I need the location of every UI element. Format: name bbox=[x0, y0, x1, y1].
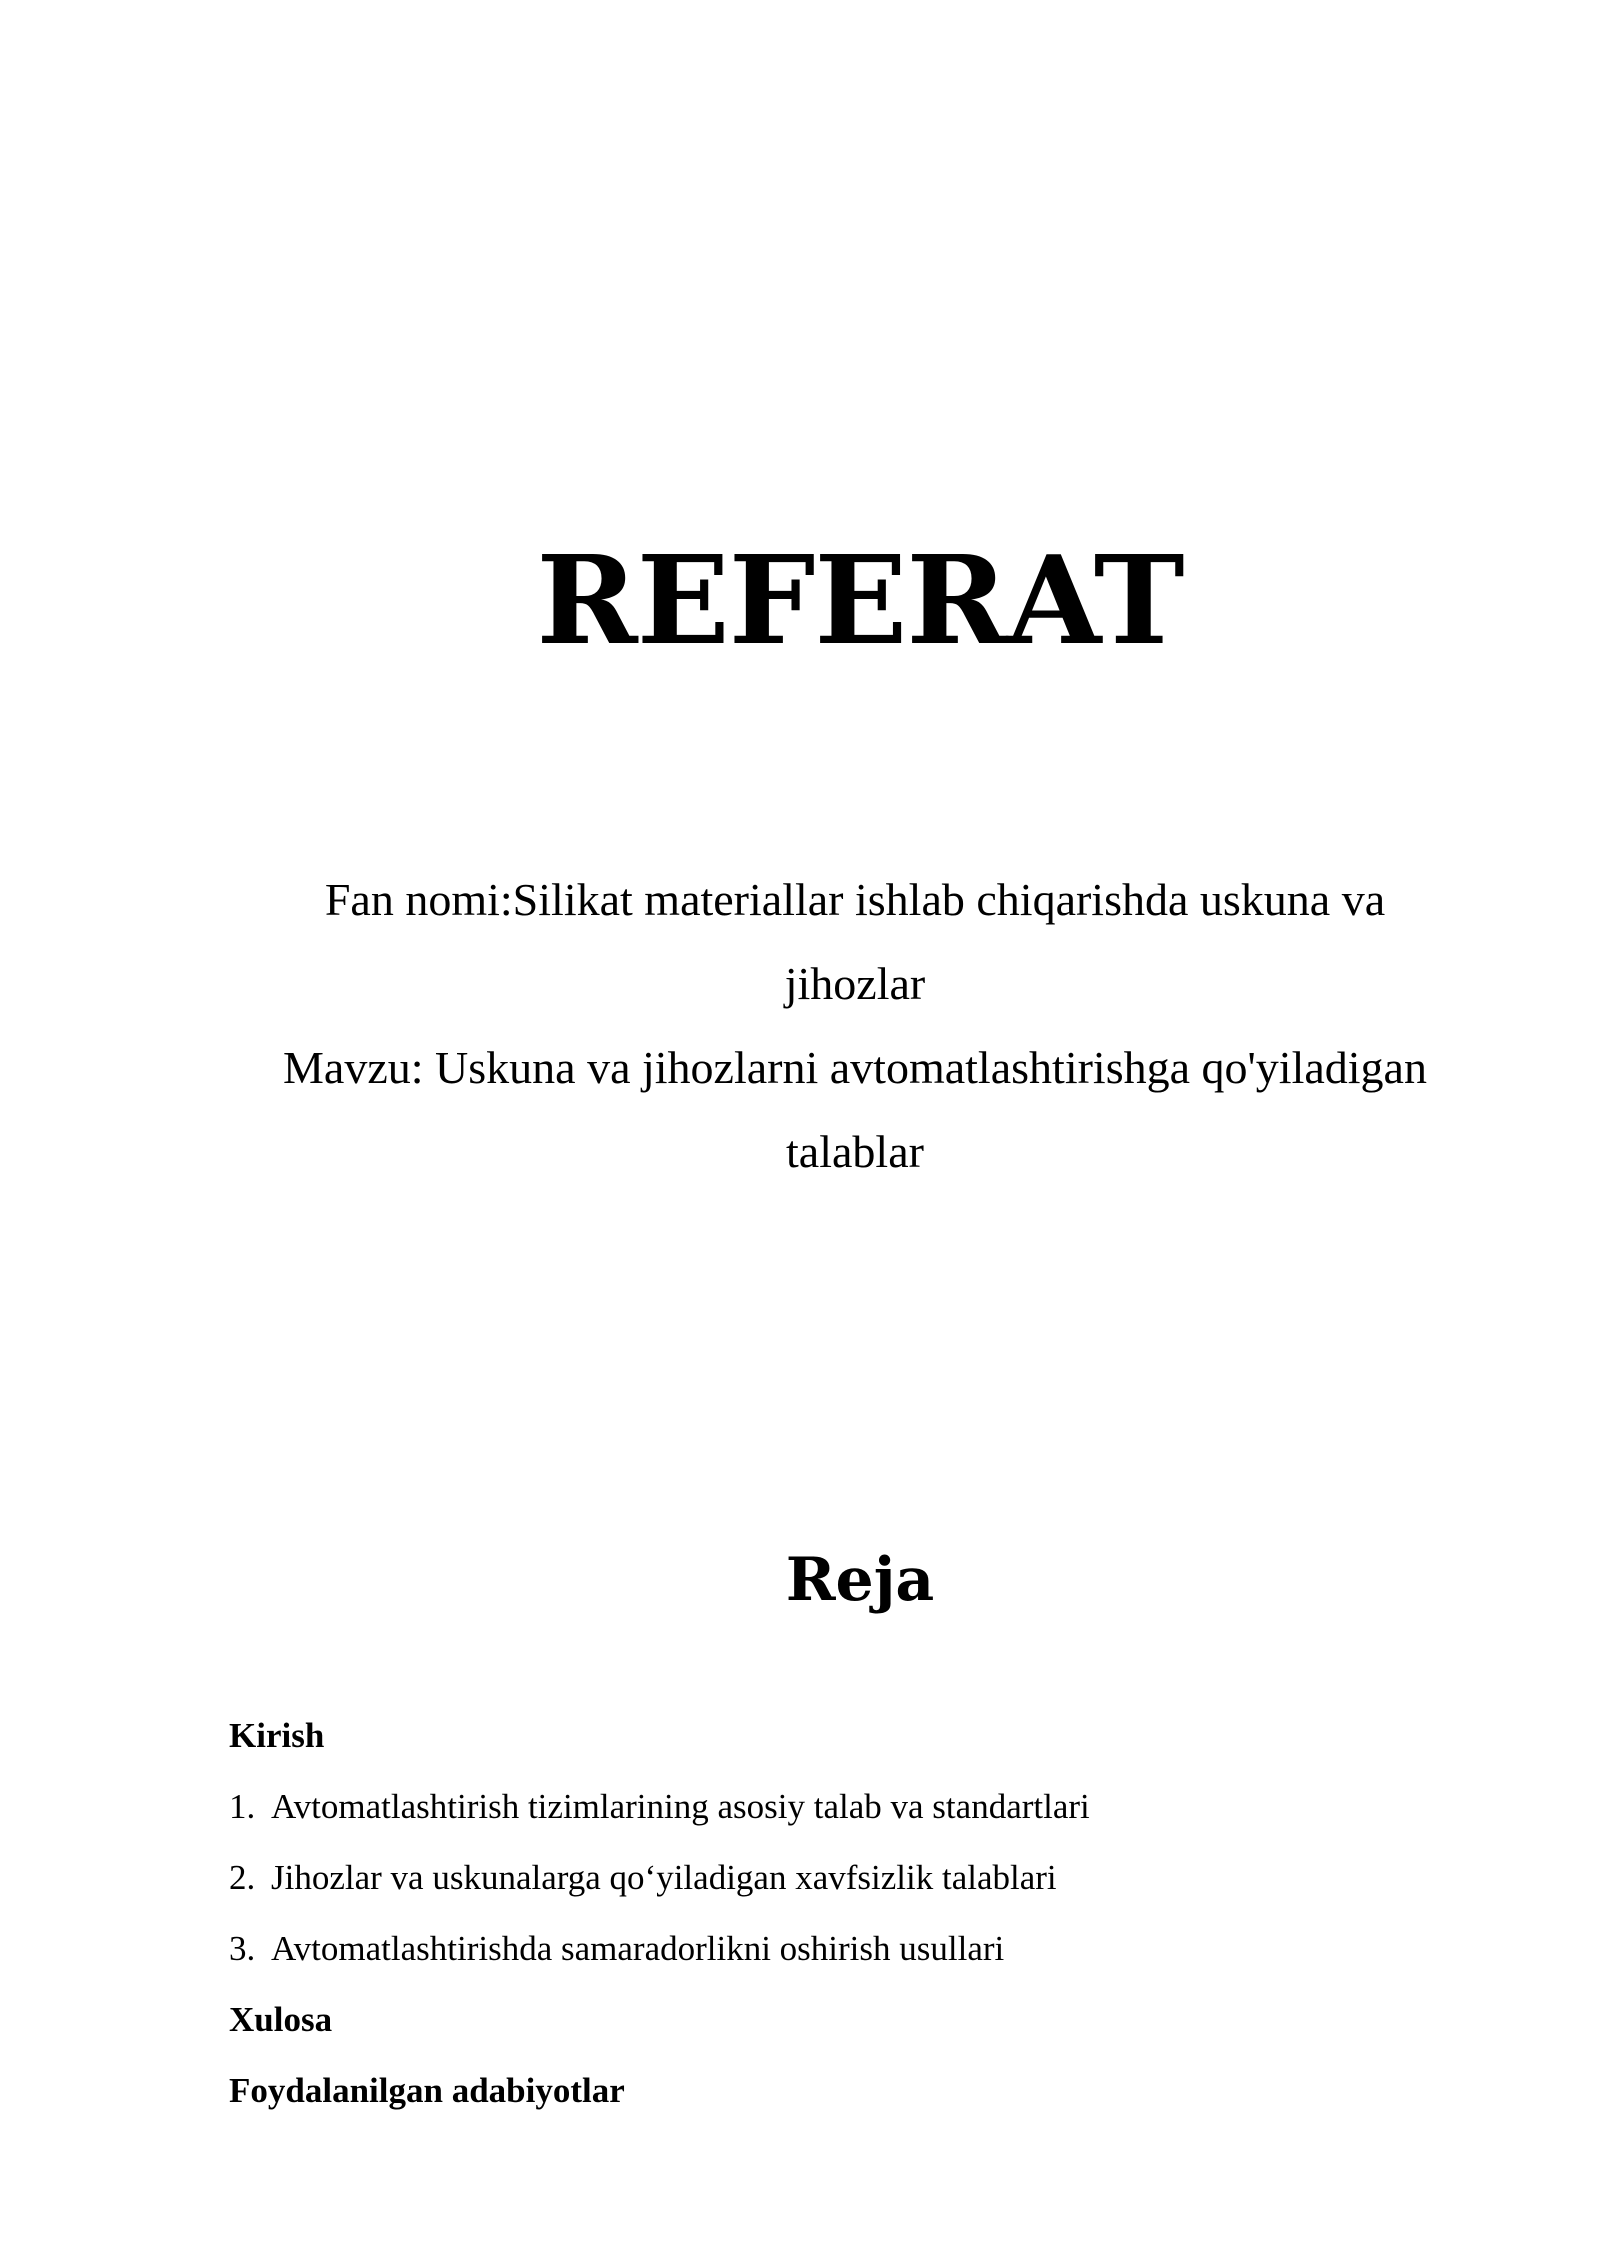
plan-item-1 bbox=[229, 1771, 1429, 1842]
plan-item-text: Avtomatlashtirishda samaradorlikni oshirish usullari bbox=[271, 1929, 1005, 1968]
subject-line-course: Fan nomi:Silikat materiallar ishlab chiqarishda uskuna va bbox=[324, 874, 1386, 925]
plan-item-3 bbox=[229, 1913, 1429, 1984]
plan-heading: Reja bbox=[785, 1545, 935, 1615]
subject-line-course-cont: jihozlar bbox=[784, 958, 926, 1009]
plan-item-number: 1. bbox=[229, 1787, 256, 1826]
document-title: REFERAT bbox=[536, 528, 1184, 672]
plan-list bbox=[229, 1700, 1429, 2126]
subject-line-topic: Mavzu: Uskuna va jihozlarni avtomatlashtirishga qo'yiladigan bbox=[283, 1042, 1427, 1093]
plan-item-number: 2. bbox=[229, 1858, 256, 1897]
subject-line-topic-cont: talablar bbox=[786, 1126, 924, 1177]
subject-block bbox=[230, 858, 1480, 1194]
plan-item-2 bbox=[229, 1842, 1429, 1913]
plan-item-intro: Kirish bbox=[229, 1716, 325, 1755]
plan-item-text: Avtomatlashtirish tizimlarining asosiy talab va standartlari bbox=[271, 1787, 1090, 1826]
plan-item-text: Jihozlar va uskunalarga qo‘yiladigan xavfsizlik talablari bbox=[271, 1858, 1057, 1897]
plan-item-number: 3. bbox=[229, 1929, 256, 1968]
plan-item-references: Foydalanilgan adabiyotlar bbox=[229, 2071, 625, 2110]
plan-item-conclusion: Xulosa bbox=[229, 2000, 333, 2039]
